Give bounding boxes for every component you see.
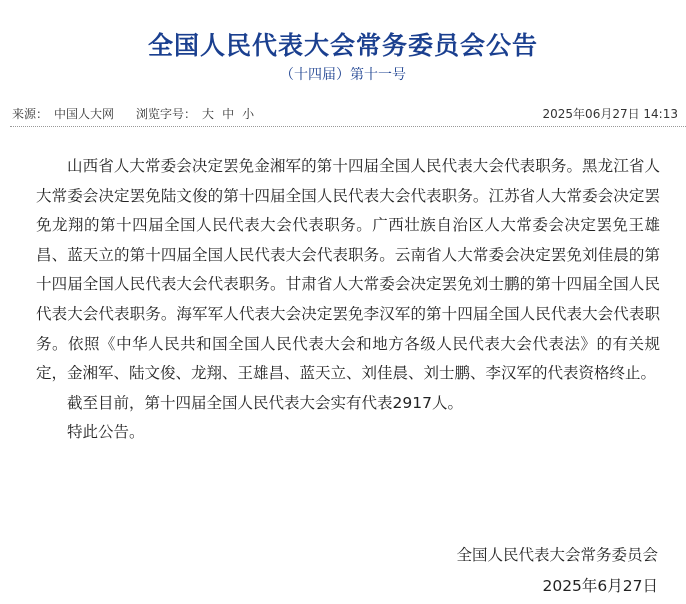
source-value: 中国人大网 [54, 107, 115, 121]
meta-bar [10, 100, 686, 127]
font-size-large-link[interactable]: 大 [202, 107, 215, 121]
body-paragraph-1: 山西省人大常委会决定罢免金湘军的第十四届全国人民代表大会代表职务。黑龙江省人大常委会决定罢免陆文俊的第十四届全国人民代表大会代表职务。江苏省人大常委会决定罢免龙翔的第十四届全国人民代表大会代表职务。广西壮族自治区人大常委会决定罢免王雄昌、蓝天立的第十四届全国人民代表大会代表职务。云南省人大常委会决定罢免刘佳晨的第十四届全国人民代表大会代表职务。甘肃省人大常委会决定罢免刘士鹏的第十四届全国人民代表大会代表职务。海军军人代表大会决定罢免李汉军的第十四届全国人民代表大会代表职务。依照《中华人民共和国全国人民代表大会和地方各级人民代表大会代表法》的有关规定，金湘军、陆文俊、龙翔、王雄昌、蓝天立、刘佳晨、刘士鹏、李汉军的代表资格终止。 [36, 157, 660, 383]
body-paragraph-3: 特此公告。 [67, 423, 145, 442]
signature-date: 2025年6月27日 [542, 577, 658, 595]
announcement-number: （十四届）第十一号 [280, 67, 406, 83]
signature-org: 全国人民代表大会常务委员会 [456, 546, 658, 564]
announcement-body [36, 152, 660, 448]
signature-block [456, 540, 658, 602]
page-title: 全国人民代表大会常务委员会公告 [147, 31, 538, 60]
font-size-small-link[interactable]: 小 [242, 107, 255, 121]
source-label: 来源： [12, 107, 49, 121]
meta-left [12, 105, 262, 122]
font-size-medium-link[interactable]: 中 [222, 107, 235, 121]
publish-datetime: 2025年06月27日 14:13 [542, 107, 678, 121]
body-paragraph-2: 截至目前，第十四届全国人民代表大会实有代表2917人。 [67, 393, 463, 412]
font-size-label: 浏览字号： [136, 107, 197, 121]
